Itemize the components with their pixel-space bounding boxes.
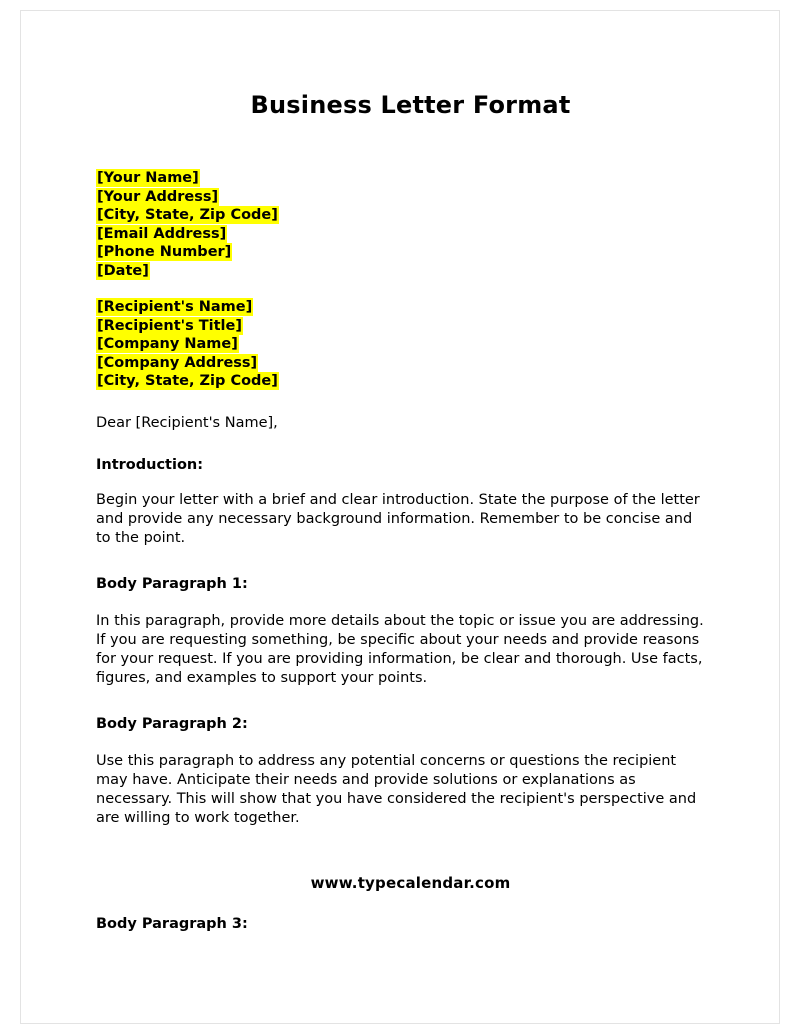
sender-line-text: [Phone Number]: [97, 244, 232, 260]
recipient-line: [96, 354, 711, 373]
spacer: [96, 734, 711, 752]
sender-line: [96, 206, 711, 225]
section-heading-body-3: Body Paragraph 3:: [96, 915, 248, 932]
section-heading-body-1: Body Paragraph 1:: [96, 575, 248, 592]
recipient-line: [96, 317, 711, 336]
spacer: [96, 475, 711, 491]
sender-line-text: [City, State, Zip Code]: [97, 207, 278, 223]
spacer: [96, 548, 711, 574]
spacer: [96, 892, 711, 914]
sender-line: [96, 262, 711, 281]
recipient-line-text: [City, State, Zip Code]: [97, 373, 278, 389]
footer-website-url: www.typecalendar.com: [310, 873, 511, 892]
recipient-line: [96, 335, 711, 354]
sender-line: [96, 243, 711, 262]
salutation: Dear [Recipient's Name],: [96, 414, 278, 431]
recipient-line: [96, 372, 711, 391]
recipient-line: [96, 298, 711, 317]
sender-line: [96, 169, 711, 188]
recipient-line-text: [Company Name]: [97, 336, 238, 352]
section-body-introduction: Begin your letter with a brief and clear introduction. State the purpose of the letter and provide any necessary background information. Remember to be concise and to the point.: [96, 491, 700, 546]
section-body-1: In this paragraph, provide more details about the topic or issue you are addressing. If you are requesting something, be specific about your needs and provide reasons for your request. If you are providing information, be clear and thorough. Use facts, figures, and examples to support your points.: [96, 612, 704, 686]
spacer: [96, 391, 711, 413]
letter-content: [96, 91, 711, 934]
sender-line: [96, 188, 711, 207]
letter-sheet: [20, 10, 780, 1024]
sender-line-text: [Email Address]: [97, 225, 227, 242]
sender-address-block: [96, 169, 711, 280]
section-heading-introduction: Introduction:: [96, 456, 204, 473]
spacer: [96, 433, 711, 455]
spacer: [96, 119, 711, 169]
section-body-2: Use this paragraph to address any potential concerns or questions the recipient may have. Anticipate their needs and provide solutions or explanations as necessary. This will show that you have considered the recipient's perspective and are willing to work together.: [96, 752, 697, 826]
sender-line-text: [Date]: [97, 262, 149, 279]
spacer: [96, 828, 711, 874]
recipient-line-text: [Recipient's Title]: [97, 317, 242, 334]
recipient-line-text: [Company Address]: [97, 354, 258, 371]
recipient-line-text: [Recipient's Name]: [97, 299, 253, 315]
section-heading-body-2: Body Paragraph 2:: [96, 715, 248, 732]
spacer: [96, 594, 711, 612]
spacer: [96, 688, 711, 714]
sender-line-text: [Your Name]: [97, 170, 199, 186]
page-title: Business Letter Format: [250, 91, 571, 119]
sender-line-text: [Your Address]: [97, 188, 219, 205]
spacer: [96, 280, 711, 298]
sender-line: [96, 225, 711, 244]
recipient-address-block: [96, 298, 711, 391]
